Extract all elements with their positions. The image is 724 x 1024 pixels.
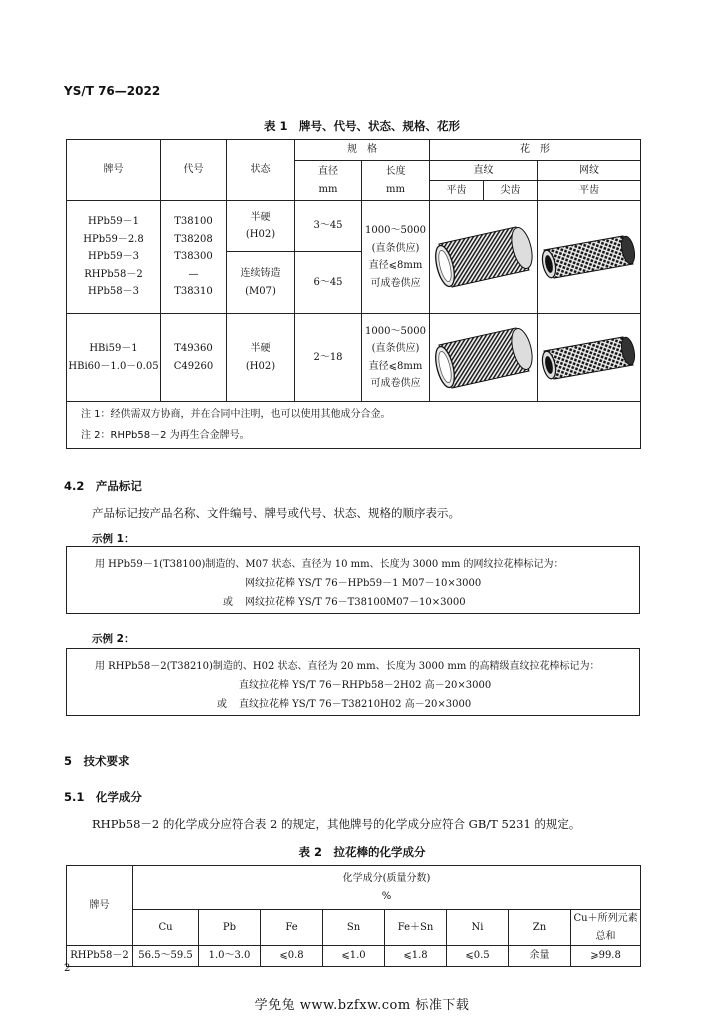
row1-codes: T38100 T38208 T38300 — T38310 xyxy=(161,201,227,314)
t2-cell: ⩾99.8 xyxy=(571,946,641,967)
section-5-1-text: RHPb58－2 的化学成分应符合表 2 的规定，其他牌号的化学成分应符合 GB/T 5231 的规定。 xyxy=(92,817,581,831)
page-number: 2 xyxy=(64,963,71,974)
example1-label: 示例 1： xyxy=(92,533,135,545)
t2-col: Cu xyxy=(133,910,199,946)
t2-cell: 余量 xyxy=(509,946,571,967)
mesh-knurled-rod xyxy=(541,232,637,282)
table1 xyxy=(66,139,641,449)
th-mesh-flat: 平齿 xyxy=(538,181,641,201)
t2-col: Zn xyxy=(509,910,571,946)
th-sharp: 尖齿 xyxy=(484,181,538,201)
row1-grades: HPb59－1 HPb59－2.8 HPb59－3 RHPb58－2 HPb58－3 xyxy=(67,201,161,314)
t2-col: Sn xyxy=(323,910,385,946)
t2-cell: ⩽0.8 xyxy=(261,946,323,967)
th-state: 状态 xyxy=(227,140,295,201)
mesh-knurl-image xyxy=(538,201,641,314)
example1-line3: 网纹拉花棒 YS/T 76－T38100M07－10×3000 xyxy=(245,597,466,608)
example2-line1: 用 RHPb58－2(T38210)制造的、H02 状态、直径为 20 mm、长度为 3000 mm 的高精级直纹拉花棒标记为： xyxy=(95,661,600,672)
document-header: YS/T 76—2022 xyxy=(64,84,161,98)
th-code: 代号 xyxy=(161,140,227,201)
example2-line3: 直纹拉花棒 YS/T 76－T38210H02 高－20×3000 xyxy=(239,699,472,710)
footer-watermark: 学免兔 www.bzfxw.com 标准下载 xyxy=(254,998,470,1013)
row1-dia-b: 6～45 xyxy=(295,252,362,314)
example1-or: 或 xyxy=(223,597,233,608)
section-4-2-text: 产品标记按产品名称、文件编号、牌号或代号、状态、规格的顺序表示。 xyxy=(92,506,460,520)
t2-comp-head: 化学成分(质量分数) % xyxy=(133,866,641,910)
example2-box xyxy=(66,648,640,716)
row2-grades: HBi59－1 HBi60－1.0－0.05 xyxy=(67,314,161,402)
straight-knurl-image-2 xyxy=(430,314,538,402)
th-pattern: 花 形 xyxy=(430,140,641,161)
row2-dia: 2～18 xyxy=(295,314,362,402)
example1-box xyxy=(66,546,640,614)
straight-knurl-image xyxy=(430,201,538,314)
example1-line2: 网纹拉花棒 YS/T 76－HPb59－1 M07－10×3000 xyxy=(245,578,482,589)
straight-knurled-rod xyxy=(434,226,534,288)
row1-dia-a: 3～45 xyxy=(295,201,362,252)
section-4-2-heading: 4.2 产品标记 xyxy=(64,479,142,493)
t2-col: Fe xyxy=(261,910,323,946)
table1-notes: 注 1：经供需双方协商，并在合同中注明，也可以使用其他成分合金。 注 2：RHPb58－2 为再生合金牌号。 xyxy=(67,402,641,449)
t2-cell: 56.5～59.5 xyxy=(133,946,199,967)
example2-label: 示例 2： xyxy=(92,633,135,645)
straight-knurled-rod-2 xyxy=(434,327,534,389)
t2-col: Ni xyxy=(447,910,509,946)
section-5-heading: 5 技术要求 xyxy=(64,754,130,768)
t2-cell: 1.0～3.0 xyxy=(199,946,261,967)
t2-cell: ⩽0.5 xyxy=(447,946,509,967)
t2-cell: ⩽1.0 xyxy=(323,946,385,967)
t2-row-grade: RHPb58－2 xyxy=(67,946,133,967)
t2-col: Cu＋所列元素总和 xyxy=(571,910,641,946)
t2-col: Fe＋Sn xyxy=(385,910,447,946)
row1-state-b: 连续铸造 (M07) xyxy=(227,252,295,314)
th-mesh: 网纹 xyxy=(538,161,641,181)
t2-col: Pb xyxy=(199,910,261,946)
t2-grade-head: 牌号 xyxy=(67,866,133,946)
table2-title: 表 2 拉花棒的化学成分 xyxy=(298,845,426,859)
example2-or: 或 xyxy=(217,699,227,710)
row1-length: 1000～5000 (直条供应) 直径⩽8mm 可成卷供应 xyxy=(362,201,430,314)
th-length: 长度 mm xyxy=(362,161,430,201)
example1-line1: 用 HPb59－1(T38100)制造的、M07 状态、直径为 10 mm、长度为 3000 mm 的网纹拉花棒标记为： xyxy=(95,559,564,570)
mesh-knurled-rod-2 xyxy=(541,333,637,383)
row1-state-a: 半硬 (H02) xyxy=(227,201,295,252)
mesh-knurl-image-2 xyxy=(538,314,641,402)
row2-length: 1000～5000 (直条供应) 直径⩽8mm 可成卷供应 xyxy=(362,314,430,402)
t2-cell: ⩽1.8 xyxy=(385,946,447,967)
th-straight: 直纹 xyxy=(430,161,538,181)
th-spec: 规 格 xyxy=(295,140,430,161)
th-diameter: 直径 mm xyxy=(295,161,362,201)
row2-state: 半硬 (H02) xyxy=(227,314,295,402)
th-flat: 平齿 xyxy=(430,181,484,201)
row2-codes: T49360 C49260 xyxy=(161,314,227,402)
th-grade: 牌号 xyxy=(67,140,161,201)
example2-line2: 直纹拉花棒 YS/T 76－RHPb58－2H02 高－20×3000 xyxy=(239,680,492,691)
table1-title: 表 1 牌号、代号、状态、规格、花形 xyxy=(263,119,460,133)
section-5-1-heading: 5.1 化学成分 xyxy=(64,790,142,804)
table2 xyxy=(66,865,641,967)
